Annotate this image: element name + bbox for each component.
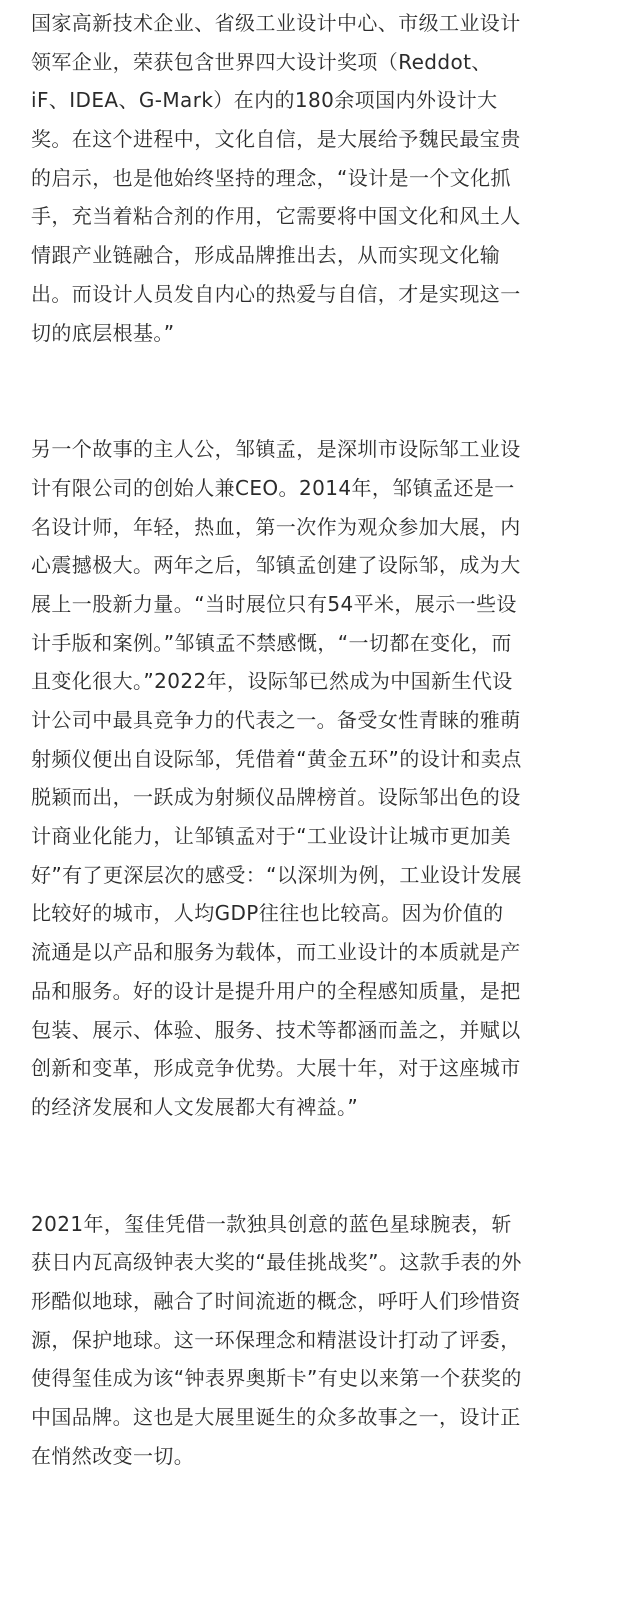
text-line: 奖。在这个进程中，文化自信，是大展给予魏民最宝贵 bbox=[31, 127, 521, 152]
text-line: 领军企业，荣获包含世界四大设计奖项（Reddot、 bbox=[31, 49, 492, 74]
text-line: 且变化很大。”2022年，设际邹已然成为中国新生代设 bbox=[31, 669, 513, 694]
paragraph-spacer bbox=[31, 1127, 594, 1205]
text-line: 品和服务。好的设计是提升用户的全程感知质量，是把 bbox=[31, 978, 521, 1003]
text-line: 国家高新技术企业、省级工业设计中心、市级工业设计 bbox=[31, 11, 521, 35]
text-line: iF、IDEA、G-Mark）在内的180余项国内外设计大 bbox=[31, 88, 498, 113]
text-line: 源，保护地球。这一环保理念和精湛设计打动了评委， bbox=[31, 1327, 521, 1352]
text-line: 心震撼极大。两年之后，邹镇孟创建了设际邹，成为大 bbox=[31, 553, 521, 578]
text-line: 2021年，玺佳凭借一款独具创意的蓝色星球腕表，斩 bbox=[31, 1211, 512, 1236]
paragraph-3 bbox=[31, 1205, 594, 1476]
text-line: 手，充当着粘合剂的作用，它需要将中国文化和风土人 bbox=[31, 204, 521, 229]
text-line: 射频仪便出自设际邹，凭借着“黄金五环”的设计和卖点 bbox=[31, 746, 522, 771]
text-line: 创新和变革，形成竞争优势。大展十年，对于这座城市 bbox=[31, 1056, 521, 1081]
paragraph-1 bbox=[31, 4, 594, 352]
text-line: 流通是以产品和服务为载体，而工业设计的本质就是产 bbox=[31, 940, 521, 965]
text-line: 使得玺佳成为该“钟表界奥斯卡”有史以来第一个获奖的 bbox=[31, 1366, 522, 1391]
paragraph-spacer bbox=[31, 352, 594, 430]
text-line: 比较好的城市，人均GDP往往也比较高。因为价值的 bbox=[31, 901, 504, 926]
text-line: 的启示，也是他始终坚持的理念，“设计是一个文化抓 bbox=[31, 165, 511, 190]
text-line: 在悄然改变一切。 bbox=[31, 1443, 195, 1468]
text-line: 另一个故事的主人公，邹镇孟，是深圳市设际邹工业设 bbox=[31, 437, 521, 462]
text-line: 形酷似地球，融合了时间流逝的概念，呼吁人们珍惜资 bbox=[31, 1288, 521, 1313]
text-line: 展上一股新力量。“当时展位只有54平米，展示一些设 bbox=[31, 591, 517, 616]
text-line: 计手版和案例。”邹镇孟不禁感慨，“一切都在变化，而 bbox=[31, 630, 512, 655]
text-line: 切的底层根基。” bbox=[31, 320, 175, 345]
text-line: 计商业化能力，让邹镇孟对于“工业设计让城市更加美 bbox=[31, 824, 511, 849]
text-line: 的经济发展和人文发展都大有裨益。” bbox=[31, 1094, 359, 1119]
text-line: 包装、展示、体验、服务、技术等都涵而盖之，并赋以 bbox=[31, 1017, 521, 1042]
paragraph-2 bbox=[31, 430, 594, 1126]
text-line: 计有限公司的创始人兼CEO。2014年，邹镇孟还是一 bbox=[31, 475, 515, 500]
text-line: 出。而设计人员发自内心的热爱与自信，才是实现这一 bbox=[31, 281, 521, 306]
text-line: 情跟产业链融合，形成品牌推出去，从而实现文化输 bbox=[31, 243, 501, 268]
text-line: 脱颖而出，一跃成为射频仪品牌榜首。设际邹出色的设 bbox=[31, 785, 521, 810]
text-line: 好”有了更深层次的感受：“以深圳为例，工业设计发展 bbox=[31, 862, 522, 887]
text-line: 计公司中最具竞争力的代表之一。备受女性青睐的雅萌 bbox=[31, 708, 521, 732]
text-line: 名设计师，年轻，热血，第一次作为观众参加大展，内 bbox=[31, 514, 521, 539]
text-line: 获日内瓦高级钟表大奖的“最佳挑战奖”。这款手表的外 bbox=[31, 1250, 522, 1275]
text-line: 中国品牌。这也是大展里诞生的众多故事之一，设计正 bbox=[31, 1405, 521, 1429]
